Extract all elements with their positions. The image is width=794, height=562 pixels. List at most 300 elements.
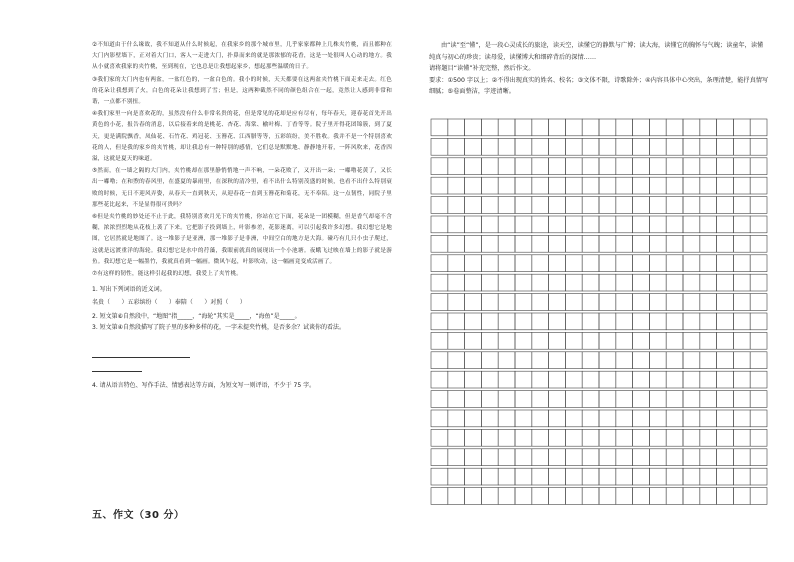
grid-cell[interactable] <box>700 177 717 194</box>
grid-cell[interactable] <box>717 391 734 408</box>
grid-cell[interactable] <box>666 332 683 349</box>
grid-cell[interactable] <box>733 429 750 446</box>
grid-cell[interactable] <box>448 371 465 388</box>
grid-cell[interactable] <box>616 177 633 194</box>
grid-cell[interactable] <box>717 255 734 272</box>
grid-cell[interactable] <box>599 255 616 272</box>
grid-cell[interactable] <box>431 216 448 233</box>
grid-cell[interactable] <box>549 119 566 136</box>
grid-cell[interactable] <box>683 313 700 330</box>
grid-cell[interactable] <box>498 410 515 427</box>
grid-cell[interactable] <box>750 294 767 311</box>
grid-cell[interactable] <box>750 391 767 408</box>
grid-cell[interactable] <box>448 410 465 427</box>
grid-cell[interactable] <box>532 294 549 311</box>
grid-cell[interactable] <box>498 119 515 136</box>
grid-cell[interactable] <box>616 488 633 505</box>
grid-cell[interactable] <box>515 294 532 311</box>
grid-cell[interactable] <box>700 119 717 136</box>
grid-cell[interactable] <box>700 216 717 233</box>
grid-cell[interactable] <box>565 371 582 388</box>
grid-cell[interactable] <box>683 274 700 291</box>
grid-cell[interactable] <box>700 235 717 252</box>
grid-cell[interactable] <box>549 158 566 175</box>
grid-cell[interactable] <box>549 313 566 330</box>
grid-cell[interactable] <box>498 332 515 349</box>
grid-cell[interactable] <box>498 468 515 485</box>
grid-cell[interactable] <box>465 410 482 427</box>
grid-cell[interactable] <box>498 216 515 233</box>
grid-cell[interactable] <box>683 294 700 311</box>
grid-cell[interactable] <box>465 488 482 505</box>
grid-cell[interactable] <box>481 177 498 194</box>
grid-cell[interactable] <box>750 177 767 194</box>
grid-cell[interactable] <box>666 216 683 233</box>
grid-cell[interactable] <box>565 255 582 272</box>
grid-cell[interactable] <box>565 410 582 427</box>
grid-cell[interactable] <box>481 216 498 233</box>
grid-cell[interactable] <box>666 119 683 136</box>
grid-cell[interactable] <box>683 255 700 272</box>
grid-cell[interactable] <box>649 294 666 311</box>
grid-cell[interactable] <box>666 429 683 446</box>
grid-cell[interactable] <box>565 391 582 408</box>
grid-cell[interactable] <box>582 177 599 194</box>
grid-cell[interactable] <box>616 429 633 446</box>
grid-cell[interactable] <box>498 294 515 311</box>
grid-cell[interactable] <box>683 352 700 369</box>
grid-cell[interactable] <box>733 255 750 272</box>
grid-cell[interactable] <box>733 119 750 136</box>
grid-cell[interactable] <box>717 294 734 311</box>
grid-cell[interactable] <box>599 197 616 214</box>
grid-cell[interactable] <box>717 371 734 388</box>
grid-cell[interactable] <box>431 138 448 155</box>
grid-cell[interactable] <box>498 197 515 214</box>
grid-cell[interactable] <box>700 332 717 349</box>
grid-cell[interactable] <box>582 410 599 427</box>
grid-cell[interactable] <box>515 371 532 388</box>
grid-cell[interactable] <box>431 235 448 252</box>
grid-cell[interactable] <box>750 235 767 252</box>
grid-cell[interactable] <box>532 197 549 214</box>
grid-cell[interactable] <box>700 352 717 369</box>
grid-cell[interactable] <box>565 197 582 214</box>
grid-cell[interactable] <box>481 294 498 311</box>
grid-cell[interactable] <box>481 332 498 349</box>
grid-cell[interactable] <box>532 119 549 136</box>
grid-cell[interactable] <box>700 429 717 446</box>
grid-cell[interactable] <box>649 138 666 155</box>
grid-cell[interactable] <box>498 177 515 194</box>
grid-cell[interactable] <box>683 119 700 136</box>
grid-cell[interactable] <box>633 352 650 369</box>
writing-grid-svg[interactable] <box>430 118 768 506</box>
grid-cell[interactable] <box>498 274 515 291</box>
grid-cell[interactable] <box>666 371 683 388</box>
grid-cell[interactable] <box>633 410 650 427</box>
grid-cell[interactable] <box>565 274 582 291</box>
grid-cell[interactable] <box>549 235 566 252</box>
grid-cell[interactable] <box>616 119 633 136</box>
grid-cell[interactable] <box>481 235 498 252</box>
grid-cell[interactable] <box>549 294 566 311</box>
grid-cell[interactable] <box>733 138 750 155</box>
grid-cell[interactable] <box>532 488 549 505</box>
grid-cell[interactable] <box>616 468 633 485</box>
grid-cell[interactable] <box>717 488 734 505</box>
grid-cell[interactable] <box>666 294 683 311</box>
grid-cell[interactable] <box>599 138 616 155</box>
grid-cell[interactable] <box>431 371 448 388</box>
grid-cell[interactable] <box>700 468 717 485</box>
grid-cell[interactable] <box>633 313 650 330</box>
grid-cell[interactable] <box>565 332 582 349</box>
grid-cell[interactable] <box>465 313 482 330</box>
grid-cell[interactable] <box>431 119 448 136</box>
grid-cell[interactable] <box>633 216 650 233</box>
grid-cell[interactable] <box>582 391 599 408</box>
grid-cell[interactable] <box>599 177 616 194</box>
grid-cell[interactable] <box>683 429 700 446</box>
grid-cell[interactable] <box>649 119 666 136</box>
grid-cell[interactable] <box>633 274 650 291</box>
grid-cell[interactable] <box>733 332 750 349</box>
grid-cell[interactable] <box>431 352 448 369</box>
grid-cell[interactable] <box>683 332 700 349</box>
grid-cell[interactable] <box>666 274 683 291</box>
grid-cell[interactable] <box>515 216 532 233</box>
grid-cell[interactable] <box>515 119 532 136</box>
grid-cell[interactable] <box>532 274 549 291</box>
grid-cell[interactable] <box>565 449 582 466</box>
grid-cell[interactable] <box>582 488 599 505</box>
grid-cell[interactable] <box>465 294 482 311</box>
grid-cell[interactable] <box>431 294 448 311</box>
grid-cell[interactable] <box>700 488 717 505</box>
grid-cell[interactable] <box>465 177 482 194</box>
grid-cell[interactable] <box>666 235 683 252</box>
grid-cell[interactable] <box>448 429 465 446</box>
grid-cell[interactable] <box>750 449 767 466</box>
grid-cell[interactable] <box>733 177 750 194</box>
grid-cell[interactable] <box>599 391 616 408</box>
grid-cell[interactable] <box>616 313 633 330</box>
grid-cell[interactable] <box>717 274 734 291</box>
grid-cell[interactable] <box>565 158 582 175</box>
grid-cell[interactable] <box>481 138 498 155</box>
grid-cell[interactable] <box>582 119 599 136</box>
grid-cell[interactable] <box>616 274 633 291</box>
grid-cell[interactable] <box>700 158 717 175</box>
grid-cell[interactable] <box>717 235 734 252</box>
grid-cell[interactable] <box>633 255 650 272</box>
grid-cell[interactable] <box>683 391 700 408</box>
grid-cell[interactable] <box>582 332 599 349</box>
grid-cell[interactable] <box>700 391 717 408</box>
grid-cell[interactable] <box>616 410 633 427</box>
grid-cell[interactable] <box>750 197 767 214</box>
grid-cell[interactable] <box>633 197 650 214</box>
grid-cell[interactable] <box>700 371 717 388</box>
grid-cell[interactable] <box>498 488 515 505</box>
grid-cell[interactable] <box>549 371 566 388</box>
grid-cell[interactable] <box>633 119 650 136</box>
grid-cell[interactable] <box>633 294 650 311</box>
grid-cell[interactable] <box>750 274 767 291</box>
grid-cell[interactable] <box>700 197 717 214</box>
grid-cell[interactable] <box>750 332 767 349</box>
grid-cell[interactable] <box>515 449 532 466</box>
grid-cell[interactable] <box>649 255 666 272</box>
grid-cell[interactable] <box>633 177 650 194</box>
grid-cell[interactable] <box>633 138 650 155</box>
grid-cell[interactable] <box>481 468 498 485</box>
grid-cell[interactable] <box>465 119 482 136</box>
grid-cell[interactable] <box>750 468 767 485</box>
grid-cell[interactable] <box>666 177 683 194</box>
grid-cell[interactable] <box>750 216 767 233</box>
grid-cell[interactable] <box>750 410 767 427</box>
grid-cell[interactable] <box>448 313 465 330</box>
grid-cell[interactable] <box>717 158 734 175</box>
grid-cell[interactable] <box>700 294 717 311</box>
grid-cell[interactable] <box>532 158 549 175</box>
grid-cell[interactable] <box>582 274 599 291</box>
grid-cell[interactable] <box>666 255 683 272</box>
grid-cell[interactable] <box>616 255 633 272</box>
grid-cell[interactable] <box>633 371 650 388</box>
grid-cell[interactable] <box>498 235 515 252</box>
grid-cell[interactable] <box>633 235 650 252</box>
grid-cell[interactable] <box>666 449 683 466</box>
grid-cell[interactable] <box>515 429 532 446</box>
grid-cell[interactable] <box>549 410 566 427</box>
grid-cell[interactable] <box>666 488 683 505</box>
grid-cell[interactable] <box>750 119 767 136</box>
grid-cell[interactable] <box>683 468 700 485</box>
grid-cell[interactable] <box>649 449 666 466</box>
grid-cell[interactable] <box>683 235 700 252</box>
grid-cell[interactable] <box>717 197 734 214</box>
grid-cell[interactable] <box>599 449 616 466</box>
grid-cell[interactable] <box>465 391 482 408</box>
grid-cell[interactable] <box>599 488 616 505</box>
grid-cell[interactable] <box>649 235 666 252</box>
grid-cell[interactable] <box>599 158 616 175</box>
grid-cell[interactable] <box>599 313 616 330</box>
grid-cell[interactable] <box>431 488 448 505</box>
grid-cell[interactable] <box>666 313 683 330</box>
grid-cell[interactable] <box>465 235 482 252</box>
answer-line[interactable] <box>92 361 142 372</box>
grid-cell[interactable] <box>649 391 666 408</box>
grid-cell[interactable] <box>666 410 683 427</box>
grid-cell[interactable] <box>683 216 700 233</box>
grid-cell[interactable] <box>481 429 498 446</box>
grid-cell[interactable] <box>666 158 683 175</box>
grid-cell[interactable] <box>515 468 532 485</box>
grid-cell[interactable] <box>616 371 633 388</box>
grid-cell[interactable] <box>532 216 549 233</box>
grid-cell[interactable] <box>717 138 734 155</box>
grid-cell[interactable] <box>616 352 633 369</box>
grid-cell[interactable] <box>649 429 666 446</box>
grid-cell[interactable] <box>481 488 498 505</box>
grid-cell[interactable] <box>532 391 549 408</box>
grid-cell[interactable] <box>616 235 633 252</box>
grid-cell[interactable] <box>481 371 498 388</box>
grid-cell[interactable] <box>431 158 448 175</box>
grid-cell[interactable] <box>733 197 750 214</box>
grid-cell[interactable] <box>565 138 582 155</box>
grid-cell[interactable] <box>498 255 515 272</box>
grid-cell[interactable] <box>666 352 683 369</box>
grid-cell[interactable] <box>717 410 734 427</box>
grid-cell[interactable] <box>683 158 700 175</box>
grid-cell[interactable] <box>448 449 465 466</box>
writing-grid[interactable] <box>430 118 768 506</box>
grid-cell[interactable] <box>549 449 566 466</box>
grid-cell[interactable] <box>616 332 633 349</box>
grid-cell[interactable] <box>431 274 448 291</box>
grid-cell[interactable] <box>599 352 616 369</box>
grid-cell[interactable] <box>633 158 650 175</box>
grid-cell[interactable] <box>565 313 582 330</box>
grid-cell[interactable] <box>599 468 616 485</box>
grid-cell[interactable] <box>532 429 549 446</box>
grid-cell[interactable] <box>717 468 734 485</box>
grid-cell[interactable] <box>683 449 700 466</box>
grid-cell[interactable] <box>448 119 465 136</box>
grid-cell[interactable] <box>448 235 465 252</box>
grid-cell[interactable] <box>481 410 498 427</box>
grid-cell[interactable] <box>481 391 498 408</box>
grid-cell[interactable] <box>750 352 767 369</box>
grid-cell[interactable] <box>616 449 633 466</box>
grid-cell[interactable] <box>666 138 683 155</box>
grid-cell[interactable] <box>481 158 498 175</box>
grid-cell[interactable] <box>666 468 683 485</box>
grid-cell[interactable] <box>750 429 767 446</box>
grid-cell[interactable] <box>633 391 650 408</box>
grid-cell[interactable] <box>733 158 750 175</box>
grid-cell[interactable] <box>498 158 515 175</box>
grid-cell[interactable] <box>666 391 683 408</box>
grid-cell[interactable] <box>616 197 633 214</box>
grid-cell[interactable] <box>515 352 532 369</box>
grid-cell[interactable] <box>498 449 515 466</box>
grid-cell[interactable] <box>515 488 532 505</box>
grid-cell[interactable] <box>448 332 465 349</box>
grid-cell[interactable] <box>717 332 734 349</box>
grid-cell[interactable] <box>465 449 482 466</box>
grid-cell[interactable] <box>448 216 465 233</box>
grid-cell[interactable] <box>733 410 750 427</box>
grid-cell[interactable] <box>733 468 750 485</box>
grid-cell[interactable] <box>683 410 700 427</box>
grid-cell[interactable] <box>498 429 515 446</box>
grid-cell[interactable] <box>599 410 616 427</box>
grid-cell[interactable] <box>700 255 717 272</box>
grid-cell[interactable] <box>733 274 750 291</box>
grid-cell[interactable] <box>649 488 666 505</box>
grid-cell[interactable] <box>733 216 750 233</box>
grid-cell[interactable] <box>515 235 532 252</box>
grid-cell[interactable] <box>633 468 650 485</box>
grid-cell[interactable] <box>498 352 515 369</box>
grid-cell[interactable] <box>465 138 482 155</box>
grid-cell[interactable] <box>532 371 549 388</box>
grid-cell[interactable] <box>633 488 650 505</box>
grid-cell[interactable] <box>465 468 482 485</box>
answer-line[interactable] <box>92 347 190 358</box>
grid-cell[interactable] <box>582 255 599 272</box>
grid-cell[interactable] <box>481 255 498 272</box>
grid-cell[interactable] <box>481 119 498 136</box>
grid-cell[interactable] <box>532 177 549 194</box>
grid-cell[interactable] <box>700 449 717 466</box>
grid-cell[interactable] <box>549 488 566 505</box>
grid-cell[interactable] <box>498 391 515 408</box>
grid-cell[interactable] <box>683 371 700 388</box>
grid-cell[interactable] <box>498 313 515 330</box>
grid-cell[interactable] <box>649 216 666 233</box>
grid-cell[interactable] <box>582 313 599 330</box>
grid-cell[interactable] <box>683 177 700 194</box>
grid-cell[interactable] <box>532 138 549 155</box>
grid-cell[interactable] <box>733 294 750 311</box>
grid-cell[interactable] <box>532 468 549 485</box>
grid-cell[interactable] <box>515 197 532 214</box>
grid-cell[interactable] <box>465 371 482 388</box>
grid-cell[interactable] <box>649 410 666 427</box>
grid-cell[interactable] <box>532 352 549 369</box>
grid-cell[interactable] <box>700 274 717 291</box>
grid-cell[interactable] <box>565 119 582 136</box>
grid-cell[interactable] <box>700 138 717 155</box>
grid-cell[interactable] <box>666 197 683 214</box>
grid-cell[interactable] <box>649 177 666 194</box>
grid-cell[interactable] <box>465 274 482 291</box>
grid-cell[interactable] <box>431 391 448 408</box>
grid-cell[interactable] <box>649 352 666 369</box>
grid-cell[interactable] <box>431 332 448 349</box>
grid-cell[interactable] <box>683 488 700 505</box>
grid-cell[interactable] <box>465 255 482 272</box>
grid-cell[interactable] <box>549 429 566 446</box>
grid-cell[interactable] <box>481 274 498 291</box>
grid-cell[interactable] <box>683 197 700 214</box>
grid-cell[interactable] <box>515 313 532 330</box>
grid-cell[interactable] <box>582 429 599 446</box>
grid-cell[interactable] <box>515 158 532 175</box>
grid-cell[interactable] <box>616 216 633 233</box>
grid-cell[interactable] <box>448 197 465 214</box>
grid-cell[interactable] <box>532 235 549 252</box>
grid-cell[interactable] <box>431 449 448 466</box>
grid-cell[interactable] <box>599 294 616 311</box>
grid-cell[interactable] <box>565 235 582 252</box>
grid-cell[interactable] <box>616 138 633 155</box>
grid-cell[interactable] <box>599 274 616 291</box>
grid-cell[interactable] <box>599 332 616 349</box>
grid-cell[interactable] <box>515 255 532 272</box>
grid-cell[interactable] <box>481 197 498 214</box>
grid-cell[interactable] <box>717 177 734 194</box>
grid-cell[interactable] <box>448 488 465 505</box>
grid-cell[interactable] <box>599 429 616 446</box>
